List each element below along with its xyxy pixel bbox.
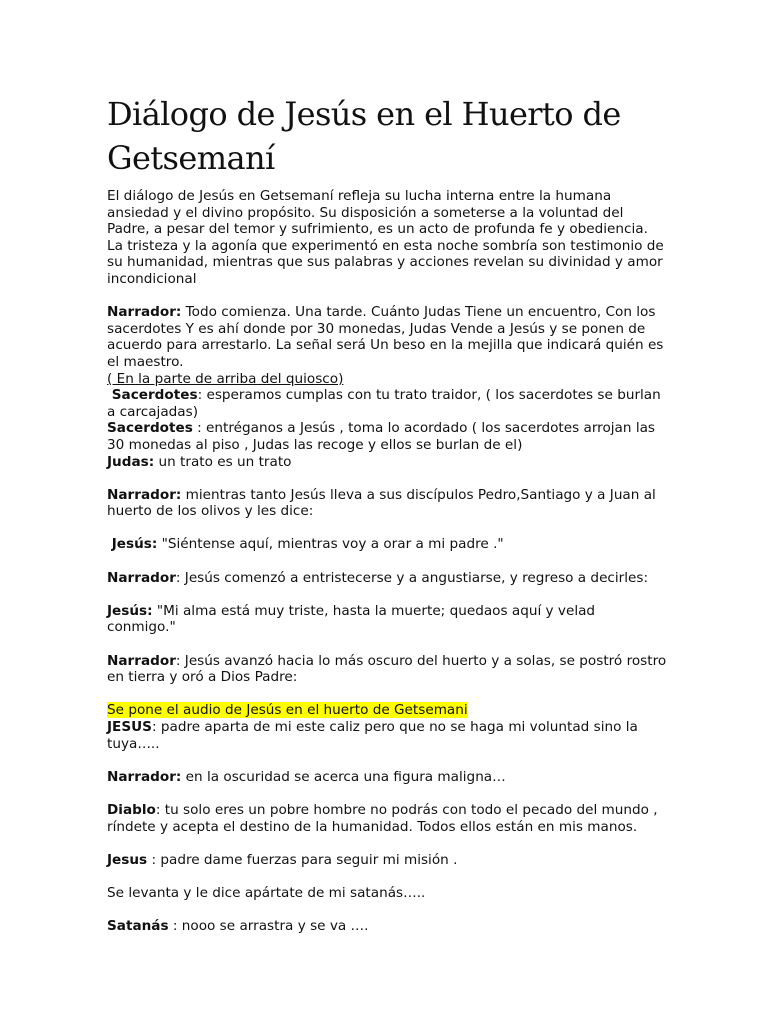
dialogue-line bbox=[107, 719, 667, 752]
speaker-label: Jesús: bbox=[107, 536, 158, 553]
speaker-label: Narrador: bbox=[107, 768, 182, 785]
speaker-label: Jesus bbox=[107, 851, 148, 868]
narration-block-1 bbox=[107, 304, 667, 470]
paragraph-gap bbox=[107, 288, 667, 305]
speaker-label: Satanás bbox=[107, 918, 169, 935]
speaker-label: Diablo bbox=[107, 801, 156, 818]
dialogue-line bbox=[107, 304, 667, 370]
dialogue-text: un trato es un trato bbox=[154, 453, 292, 470]
speaker-label: Narrador bbox=[107, 569, 176, 586]
paragraph-gap bbox=[107, 636, 667, 653]
dialogue-line bbox=[107, 536, 667, 553]
dialogue-line bbox=[107, 570, 667, 587]
dialogue-line bbox=[107, 918, 667, 935]
dialogue-line bbox=[107, 387, 667, 420]
dialogue-line bbox=[107, 603, 667, 636]
speaker-label: JESUS bbox=[107, 719, 152, 735]
dialogue-text: : Jesús comenzó a entristecerse y a angustiarse, y regreso a decirles: bbox=[175, 569, 649, 586]
paragraph-gap bbox=[107, 785, 667, 802]
paragraph-gap bbox=[107, 835, 667, 852]
dialogue-text: : esperamos cumplas con tu trato traidor, ( los sacerdotes se burlan a carcajadas) bbox=[107, 387, 661, 420]
paragraph-gap bbox=[107, 686, 667, 703]
dialogue-text: "Siéntense aquí, mientras voy a orar a mi padre ." bbox=[157, 536, 504, 553]
dialogue-line bbox=[107, 769, 667, 786]
speaker-label: Narrador bbox=[107, 652, 176, 669]
speaker-label: Narrador: bbox=[107, 304, 182, 321]
paragraph-gap bbox=[107, 868, 667, 885]
dialogue-text: mientras tanto Jesús lleva a sus discípulos Pedro,Santiago y a Juan al huerto de los olivos y les dice: bbox=[107, 486, 656, 520]
document-title: Diálogo de Jesús en el Huerto de Getsemaní bbox=[107, 95, 621, 177]
plain-line: Se levanta y le dice apártate de mi satanás….. bbox=[107, 884, 426, 901]
dialogue-text: : nooo se arrastra y se va …. bbox=[168, 918, 369, 935]
dialogue-text: : Jesús avanzó hacia lo más oscuro del huerto y a solas, se postró rostro en tierra y oró a Dios Padre: bbox=[107, 652, 667, 686]
dialogue-text: : entréganos a Jesús , toma lo acordado ( los sacerdotes arrojan las 30 monedas al piso , Judas las recoge y ellos se burlan de el) bbox=[107, 420, 656, 453]
speaker-label: Narrador: bbox=[107, 486, 182, 503]
paragraph-gap bbox=[107, 520, 667, 537]
dialogue-text: : padre dame fuerzas para seguir mi misión . bbox=[147, 851, 458, 868]
paragraph-gap bbox=[107, 902, 667, 919]
dialogue-line bbox=[107, 653, 667, 686]
paragraph-gap bbox=[107, 470, 667, 487]
dialogue-text: : tu solo eres un pobre hombre no podrás con todo el pecado del mundo , ríndete y acepta el destino de la humanidad. Todos ellos están en mis manos. bbox=[107, 801, 658, 835]
intro-paragraph: El diálogo de Jesús en Getsemaní refleja su lucha interna entre la humana ansiedad y el divino propósito. Su disposición a someterse a la voluntad del Padre, a pesar del temor y sufrimiento, es un acto de profunda fe y obediencia. La tristeza y la agonía que experimentó en esta noche sombría son testimonio de su humanidad, mientras que sus palabras y acciones revelan su divinidad y amor incondicional bbox=[107, 188, 664, 287]
highlighted-stage-note bbox=[107, 702, 667, 719]
speaker-label: Sacerdotes bbox=[107, 387, 198, 404]
dialogue-text: : padre aparta de mi este caliz pero que no se haga mi voluntad sino la tuya….. bbox=[107, 719, 638, 752]
dialogue-text: Todo comienza. Una tarde. Cuánto Judas Tiene un encuentro, Con los sacerdotes Y es ahí donde por 30 monedas, Judas Vende a Jesús y se ponen de acuerdo para arrestarlo. La señal será Un beso en la mejilla que indicará quién es el maestro. bbox=[107, 304, 664, 370]
dialogue-text: en la oscuridad se acerca una figura maligna… bbox=[181, 768, 506, 785]
dialogue-text: "Mi alma está muy triste, hasta la muerte; quedaos aquí y velad conmigo." bbox=[107, 602, 596, 636]
dialogue-line bbox=[107, 487, 667, 520]
speaker-label: Sacerdotes bbox=[107, 420, 193, 437]
paragraph-gap bbox=[107, 752, 667, 769]
dialogue-line bbox=[107, 852, 667, 869]
dialogue-line bbox=[107, 454, 667, 471]
paragraph-gap bbox=[107, 553, 667, 570]
dialogue-line bbox=[107, 420, 667, 453]
highlighted-text: Se pone el audio de Jesús en el huerto de Getsemani bbox=[107, 702, 468, 719]
stage-note: ( En la parte de arriba del quiosco) bbox=[107, 370, 344, 387]
dialogue-line bbox=[107, 802, 667, 835]
speaker-label: Judas: bbox=[107, 453, 155, 470]
paragraph-gap bbox=[107, 586, 667, 603]
document-page bbox=[107, 92, 667, 935]
speaker-label: Jesús: bbox=[107, 602, 153, 619]
